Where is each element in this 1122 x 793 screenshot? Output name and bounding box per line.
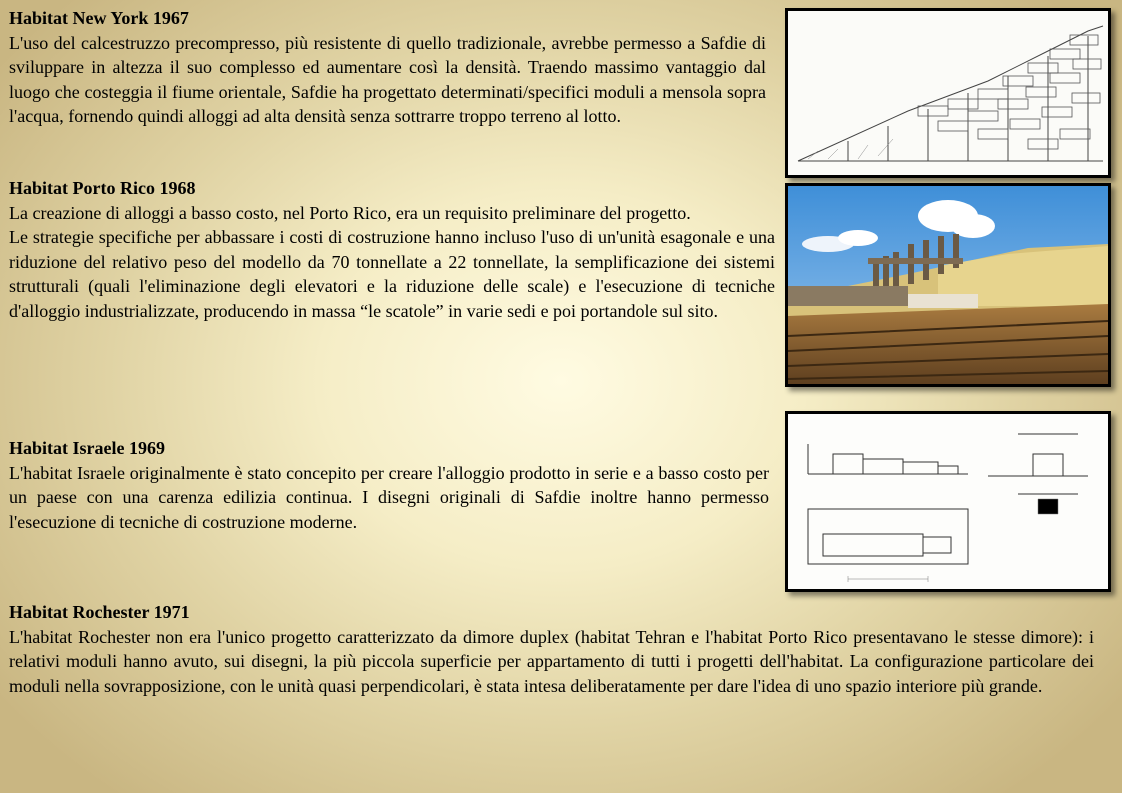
section-paragraph: Le strategie specifiche per abbassare i costi di costruzione hanno incluso l'uso di un'unità esagonale e una riduzione del relativo peso del modello da 70 tonnellate a 22 tonnellate, la semplificazione dei sistemi strutturali (quali l'eliminazione degli elevatori e la riduzione delle scale) e l'esecuzione di tecniche d'alloggio industrializzate, producendo in massa “le scatole” in varie sedi e poi portandole sul sito. xyxy=(9,227,775,321)
section-habitat-new-york xyxy=(9,6,766,129)
section-drawing-image xyxy=(788,11,1108,175)
section-paragraph: La creazione di alloggi a basso costo, nel Porto Rico, era un requisito preliminare del progetto. xyxy=(9,202,691,223)
section-habitat-israele xyxy=(9,436,769,534)
section-paragraph: L'habitat Rochester non era l'unico progetto caratterizzato da dimore duplex (habitat Tehran e l'habitat Porto Rico presentavano le stesse dimore): i relativi moduli hanno avuto, sui disegni, la più piccola superficie per appartamento di tutti i progetti dell'habitat. La configurazione particolare dei moduli nella sovrapposizione, con le unità quasi perpendicolari, è stata intesa deliberatamente per dare l'idea di uno spazio interiore più grande. xyxy=(9,626,1094,696)
construction-photo-image xyxy=(788,186,1108,384)
section-habitat-porto-rico xyxy=(9,176,775,323)
section-title: Habitat Porto Rico 1968 xyxy=(9,178,196,198)
section-title: Habitat Israele 1969 xyxy=(9,438,165,458)
plan-drawing-image xyxy=(788,414,1108,589)
habitat-israele-plan-drawing xyxy=(785,411,1111,592)
section-title: Habitat Rochester 1971 xyxy=(9,602,190,622)
habitat-porto-rico-photo xyxy=(785,183,1111,387)
section-habitat-rochester xyxy=(9,600,1094,698)
section-title: Habitat New York 1967 xyxy=(9,8,189,28)
section-paragraph: L'habitat Israele originalmente è stato concepito per creare l'alloggio prodotto in serie e a basso costo per un paese con una carenza edilizia continua. I disegni originali di Safdie inoltre hanno permesso l'esecuzione di tecniche di costruzione moderne. xyxy=(9,462,769,532)
section-paragraph: L'uso del calcestruzzo precompresso, più resistente di quello tradizionale, avrebbe permesso a Safdie di sviluppare in altezza il suo complesso ed aumentare così la densità. Traendo massimo vantaggio dal luogo che costeggia il fiume orientale, Safdie ha progettato determinati/specifici moduli a mensola sopra l'acqua, fornendo quindi alloggi ad alta densità senza sottrarre troppo terreno al lotto. xyxy=(9,32,766,126)
habitat-new-york-section-drawing xyxy=(785,8,1111,178)
